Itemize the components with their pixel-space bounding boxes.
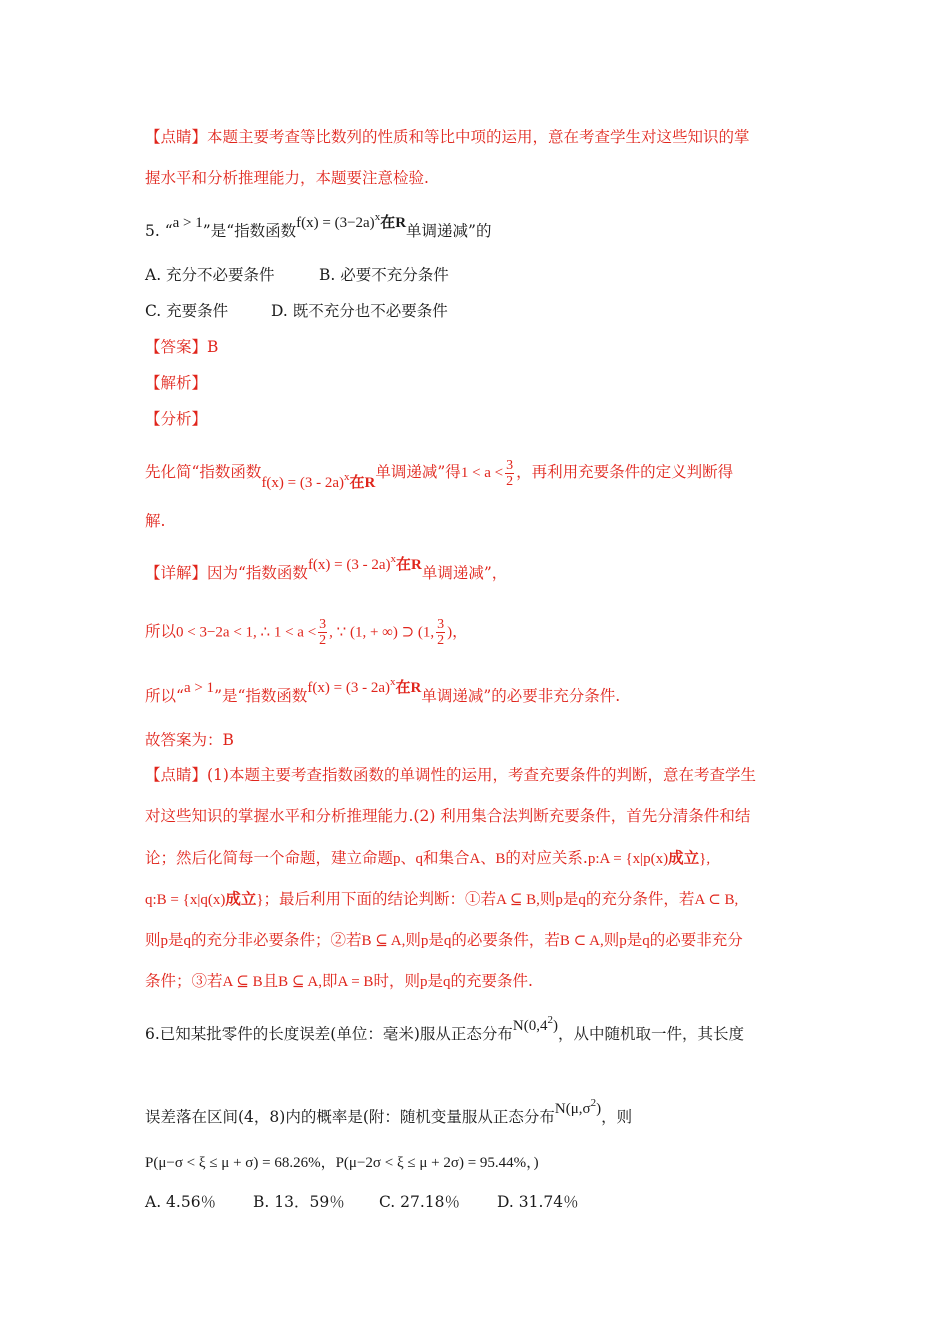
note-text: 是 xyxy=(626,931,643,949)
detail-line-3 xyxy=(145,676,810,708)
note-text: 的对应关系. xyxy=(505,849,588,867)
note-math: p、q xyxy=(393,851,424,867)
q6-probability-formula: P(μ−σ < ξ ≤ μ + σ) = 68.26%，P(μ−2σ < ξ ≤ μ + 2σ) = 95.44%，) xyxy=(145,1155,539,1171)
note-text: 的充分条件，若 xyxy=(585,890,695,908)
note-math: q:B = {x|q(x) xyxy=(145,892,226,908)
note-text: 和集合 xyxy=(423,849,470,867)
note-math: q xyxy=(442,974,451,990)
q6-text: 6.已知某批零件的长度误差(单位：毫米)服从正态分布 xyxy=(145,1025,513,1043)
fraction-numerator: 3 xyxy=(437,617,445,632)
q6-text-end: ，则 xyxy=(601,1108,633,1126)
detail-function: f(x) = (3 - 2a) xyxy=(307,557,391,573)
q6-distribution: N(μ,σ xyxy=(554,1101,591,1117)
option-a: A. 充分不必要条件 xyxy=(145,266,275,284)
detail-domain: 在R xyxy=(395,680,422,696)
detail-interval: , ∵ (1, + ∞) ⊃ (1, xyxy=(329,624,435,641)
note-math: p xyxy=(419,974,428,990)
note-math: q xyxy=(443,933,452,949)
note-math: p xyxy=(555,892,563,908)
detail-inequality: 0 < 3−2a < 1, ∴ 1 < a < xyxy=(176,624,317,641)
note-text: 的必要条件，若 xyxy=(451,931,560,949)
note-math: p xyxy=(619,933,627,949)
answer-text: 【答案】B xyxy=(145,338,219,356)
detail-function: f(x) = (3 - 2a) xyxy=(307,680,391,696)
fraction-numerator: 3 xyxy=(319,617,327,632)
detail-text-mid: ”是“指数函数 xyxy=(214,687,308,705)
q5-text-end: 单调递减”的 xyxy=(406,222,492,240)
option-b: B. 13．59％ xyxy=(253,1193,345,1211)
detail-exponent: x xyxy=(390,553,397,565)
note-text: 的充要条件. xyxy=(450,972,533,990)
question-5-options-row-1 xyxy=(145,264,810,286)
note-text: 是 xyxy=(168,931,184,949)
question-5-stem xyxy=(145,211,810,243)
note-math: A ⊆ B, xyxy=(496,892,540,908)
detail-condition: a > 1 xyxy=(183,680,215,696)
note-text: 握水平和分析推理能力，本题要注意检验. xyxy=(145,169,429,187)
note-math: q xyxy=(578,892,586,908)
fenxi-exponent: x xyxy=(344,471,350,483)
note-text: 【点睛】(1)本题主要考查指数函数的单调性的运用，考查充要条件的判断，意在考查学生 xyxy=(145,766,756,784)
detail-text: 【详解】因为“指数函数 xyxy=(145,564,308,582)
note-math: A、B xyxy=(469,851,506,867)
q6-exponent: 2 xyxy=(590,1097,597,1109)
q5-domain: 在R xyxy=(380,215,407,231)
note-text: 是 xyxy=(562,890,579,908)
note-text: 则 xyxy=(145,931,161,949)
q5-text: ”是“指数函数 xyxy=(202,222,297,240)
fraction-denominator: 2 xyxy=(437,633,445,648)
note-text: 条件；③若 xyxy=(145,972,223,990)
final-answer-text: 故答案为：B xyxy=(145,731,234,749)
question-6-line-2 xyxy=(145,1097,810,1129)
fenxi-function: f(x) = (3 - 2a) xyxy=(261,475,345,491)
fraction-denominator: 2 xyxy=(506,473,514,489)
fenxi-line-1 xyxy=(145,456,810,489)
note2-line-4 xyxy=(145,888,810,911)
fraction-three-halves xyxy=(436,617,445,648)
note-math: }, xyxy=(699,851,711,867)
option-d: D. 既不充分也不必要条件 xyxy=(271,302,448,320)
detail-text-end: ， xyxy=(452,622,468,641)
detail-exponent: x xyxy=(390,676,396,688)
note-math: } xyxy=(256,892,264,908)
note-text: 【点睛】本题主要考查等比数列的性质和等比中项的运用，意在考查学生对这些知识的掌 xyxy=(145,128,750,146)
note-math: q xyxy=(642,933,650,949)
option-d: D. 31.74％ xyxy=(497,1193,579,1211)
note-math: p:A = {x|p(x) xyxy=(587,851,669,867)
analysis-label xyxy=(145,372,810,394)
note-line-2 xyxy=(145,167,810,189)
q6-text: 误差落在区间(4，8)内的概率是(附：随机变量服从正态分布 xyxy=(145,1108,555,1126)
q6-text-end: ，从中随机取一件，其长度 xyxy=(557,1025,744,1043)
note-math: A ⊆ B xyxy=(222,974,263,990)
answer-label xyxy=(145,336,810,358)
note2-line-1 xyxy=(145,764,810,786)
note-text: 则 xyxy=(539,890,556,908)
note-math: A ⊂ B, xyxy=(694,892,739,908)
fraction-denominator: 2 xyxy=(319,633,327,648)
fraction-three-halves xyxy=(318,617,327,648)
q6-distribution-close: ) xyxy=(596,1101,602,1117)
note-text: 则 xyxy=(603,931,620,949)
fraction-three-halves xyxy=(505,458,514,489)
note2-line-6 xyxy=(145,970,810,993)
q5-condition: a > 1 xyxy=(172,215,203,231)
note-text: 且 xyxy=(262,972,279,990)
question-6-formula xyxy=(145,1152,810,1174)
detail-text: 所以“ xyxy=(145,687,184,705)
detail-domain: 在R xyxy=(396,557,422,573)
detail-text-end: 单调递减”的必要非充分条件. xyxy=(421,687,621,705)
fenxi-text-mid: 单调递减”得 xyxy=(375,463,461,481)
note-bold: 成立 xyxy=(225,889,257,908)
detail-interval-close: ) xyxy=(447,624,453,641)
q5-function: f(x) = (3−2a) xyxy=(296,215,375,231)
note-math: B ⊆ A, xyxy=(278,974,322,990)
fenxi-label xyxy=(145,408,810,430)
detail-text-end: 单调递减”， xyxy=(421,564,508,582)
note-text: 的必要非充分 xyxy=(649,931,743,949)
fenxi-domain: 在R xyxy=(349,475,376,491)
note-line-1 xyxy=(145,126,810,148)
note-math: B ⊂ A, xyxy=(559,933,604,949)
question-6-line-1 xyxy=(145,1014,810,1046)
note-text: 时，则 xyxy=(373,972,420,990)
note-text: 即 xyxy=(321,972,338,990)
fenxi-text: 先化简“指数函数 xyxy=(145,463,262,481)
note-math: B ⊆ A, xyxy=(361,933,406,949)
note-math: p xyxy=(160,933,169,949)
detail-line-2 xyxy=(145,617,810,648)
analysis-text: 【解析】 xyxy=(145,374,208,392)
note2-line-3 xyxy=(145,847,810,870)
note-math: A = B xyxy=(337,974,374,990)
note-text: 论；然后化简每一个命题，建立命题 xyxy=(145,849,394,867)
detail-line-1 xyxy=(145,553,810,585)
fenxi-text: 解. xyxy=(145,512,166,530)
option-b: B. 必要不充分条件 xyxy=(319,266,449,284)
fenxi-text-end: ，再利用充要条件的定义判断得 xyxy=(516,463,734,481)
fenxi-inequality: 1 < a < xyxy=(460,465,504,481)
note-text: 的充分非必要条件；②若 xyxy=(191,931,362,949)
note2-line-2 xyxy=(145,805,810,827)
fenxi-text: 【分析】 xyxy=(145,410,208,428)
note-math: q xyxy=(183,933,192,949)
question-5-options-row-2 xyxy=(145,300,810,322)
note-math: p xyxy=(420,933,429,949)
note-bold: 成立 xyxy=(668,848,700,867)
q5-prefix: 5. “ xyxy=(145,222,173,240)
question-6-options xyxy=(145,1191,810,1213)
note2-line-5 xyxy=(145,929,810,952)
note-text: 对这些知识的掌握水平和分析推理能力.(2) 利用集合法判断充要条件，首先分清条件和结 xyxy=(145,807,751,825)
q5-exponent: x xyxy=(374,211,381,223)
note-text: 则 xyxy=(405,931,421,949)
q6-distribution: N(0,4 xyxy=(512,1018,548,1034)
q6-distribution-close: ) xyxy=(552,1018,558,1034)
option-c: C. 充要条件 xyxy=(145,302,229,320)
q6-exponent: 2 xyxy=(547,1014,553,1026)
option-a: A. 4.56％ xyxy=(145,1193,217,1211)
note-text: 是 xyxy=(427,972,443,990)
note-text: ；最后利用下面的结论判断：①若 xyxy=(263,890,497,908)
fraction-numerator: 3 xyxy=(506,457,514,473)
final-answer xyxy=(145,729,810,751)
note-text: 是 xyxy=(428,931,444,949)
option-c: C. 27.18％ xyxy=(379,1193,461,1211)
detail-text: 所以 xyxy=(145,622,177,641)
fenxi-line-2 xyxy=(145,510,810,532)
